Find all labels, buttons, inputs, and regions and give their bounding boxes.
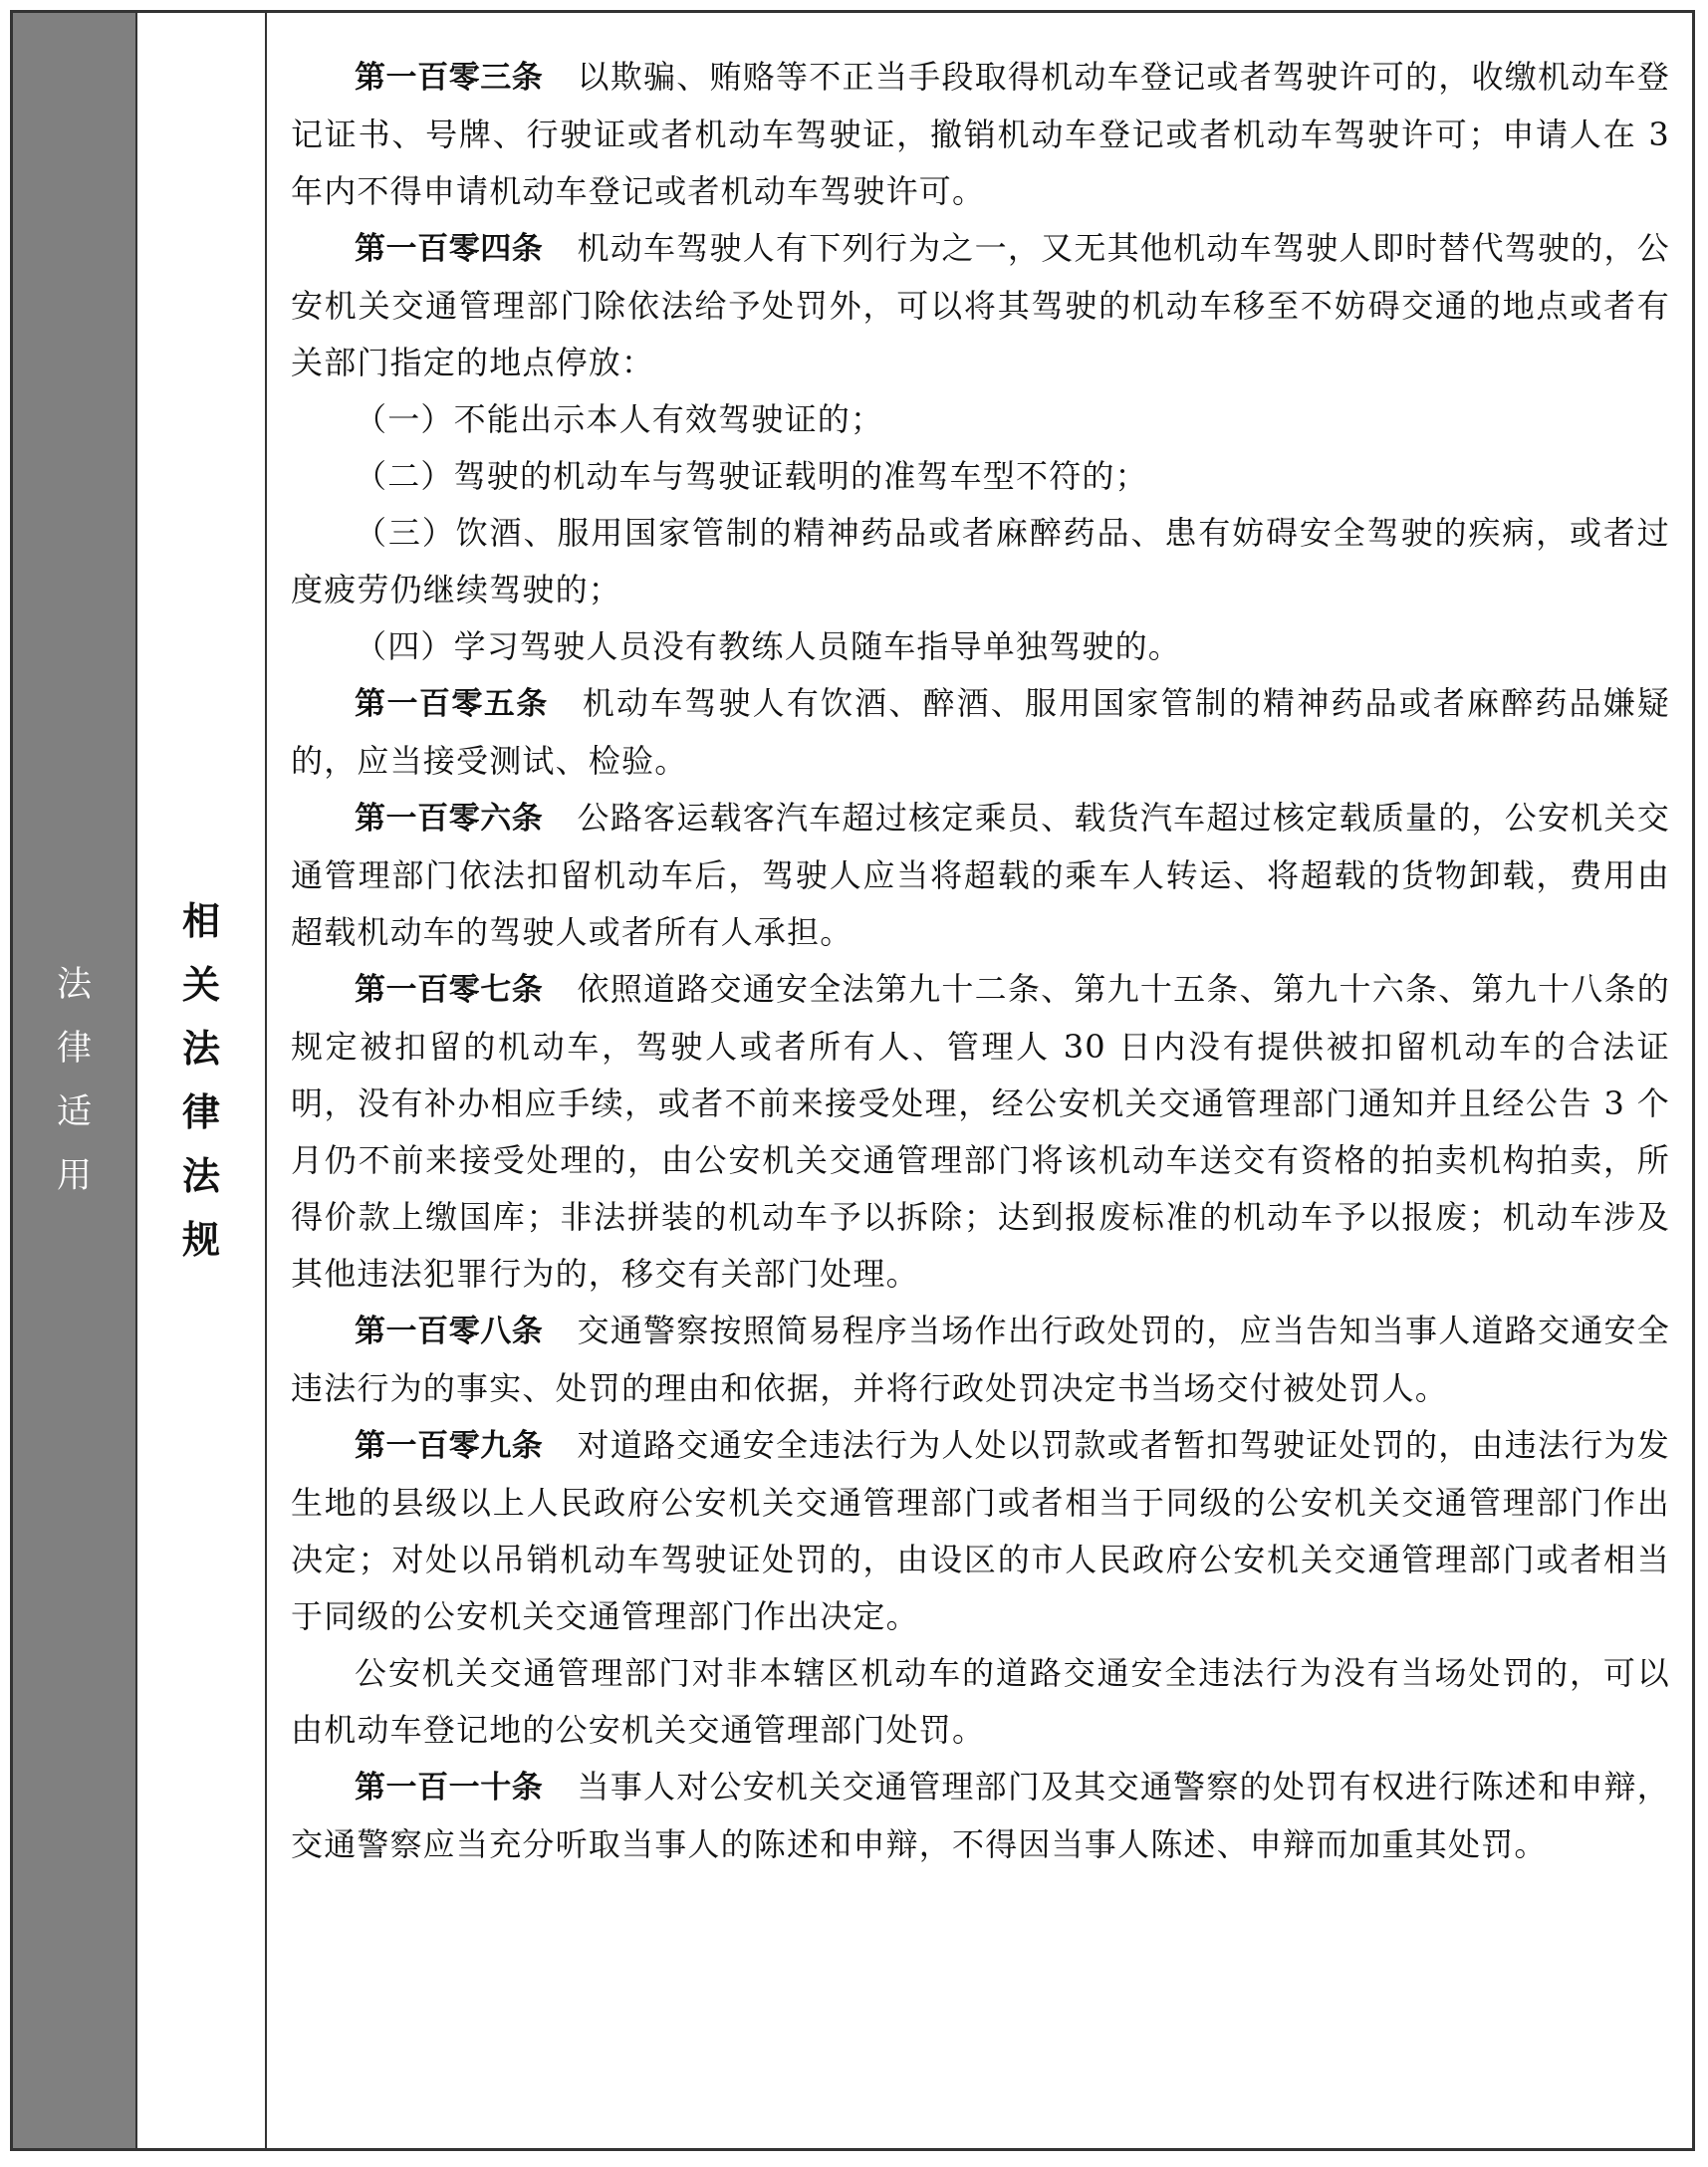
category-label-char: 用 [56,1156,92,1196]
article-paragraph [291,505,1670,618]
article-paragraph [291,618,1670,675]
article-body: 依照道路交通安全法第九十二条、第九十五条、第九十六条、第九十八条的规定被扣留的机动车，驾驶人或者所有人、管理人 30 日内没有提供被扣留机动车的合法证明，没有补办相应手续，或者不前来接受处理，经公安机关交通管理部门通知并且经公告 3 个月仍不前来接受处理的，由公安机关交通管理部门将该机动车送交有资格的拍卖机构拍卖，所得价款上缴国库；非法拼装的机动车予以拆除；达到报废标准的机动车予以报废；机动车涉及其他违法犯罪行为的，移交有关部门处理。 [291,970,1671,1293]
subcategory-label-char: 关 [181,963,220,1007]
article-title: 第一百一十条 [355,1770,544,1806]
article-title: 第一百零八条 [355,1314,544,1349]
article-title: 第一百零七条 [355,972,544,1008]
article-paragraph [291,391,1670,448]
article-paragraph [291,49,1670,220]
subcategory-label-char: 规 [181,1218,220,1262]
subcategory-label-char: 相 [181,899,220,943]
article-paragraph [291,675,1670,790]
article-paragraph [291,448,1670,505]
article-body: 对道路交通安全违法行为人处以罚款或者暂扣驾驶证处罚的，由违法行为发生地的县级以上人民政府公安机关交通管理部门或者相当于同级的公安机关交通管理部门作出决定；对处以吊销机动车驾驶证处罚的，由设区的市人民政府公安机关交通管理部门或者相当于同级的公安机关交通管理部门作出决定。 [291,1426,1671,1635]
article-paragraph [291,1417,1670,1645]
law-table [10,10,1695,2151]
category-label-char: 律 [56,1029,92,1069]
subcategory-label-char: 律 [181,1090,220,1134]
article-paragraph [291,961,1670,1303]
article-body: 当事人对公安机关交通管理部门及其交通警察的处罚有权进行陈述和申辩，交通警察应当充分听取当事人的陈述和申辩，不得因当事人陈述、申辩而加重其处罚。 [291,1768,1671,1863]
article-body: （一）不能出示本人有效驾驶证的； [355,400,884,438]
article-title: 第一百零三条 [355,60,544,96]
article-title: 第一百零九条 [355,1428,544,1464]
category-label-char: 法 [56,965,92,1005]
subcategory-label-char: 法 [181,1027,220,1071]
article-body: 以欺骗、贿赂等不正当手段取得机动车登记或者驾驶许可的，收缴机动车登记证书、号牌、行驶证或者机动车驾驶证，撤销机动车登记或者机动车驾驶许可；申请人在 3 年内不得申请机动车登记或者机动车驾驶许可。 [291,58,1671,210]
article-body: 交通警察按照简易程序当场作出行政处罚的，应当告知当事人道路交通安全违法行为的事实、处罚的理由和依据，并将行政处罚决定书当场交付被处罚人。 [291,1312,1671,1407]
article-paragraph [291,1645,1670,1759]
article-title: 第一百零六条 [355,801,544,837]
article-body: （三）饮酒、服用国家管制的精神药品或者麻醉药品、患有妨碍安全驾驶的疾病，或者过度疲劳仍继续驾驶的； [291,514,1670,608]
article-body: （二）驾驶的机动车与驾驶证载明的准驾车型不符的； [355,457,1148,495]
article-body: 公安机关交通管理部门对非本辖区机动车的道路交通安全违法行为没有当场处罚的，可以由机动车登记地的公安机关交通管理部门处罚。 [291,1654,1670,1749]
category-label-char: 适 [56,1092,92,1132]
article-paragraph [291,1759,1670,1873]
article-paragraph [291,790,1670,961]
subcategory-column [137,13,267,2148]
category-column [13,13,137,2148]
subcategory-label-char: 法 [181,1154,220,1198]
article-paragraph [291,1303,1670,1417]
article-text-column [267,13,1692,2148]
article-title: 第一百零五条 [355,686,549,722]
article-body: （四）学习驾驶人员没有教练人员随车指导单独驾驶的。 [355,627,1182,665]
article-body: 机动车驾驶人有饮酒、醉酒、服用国家管制的精神药品或者麻醉药品嫌疑的，应当接受测试、检验。 [291,684,1671,780]
article-title: 第一百零四条 [355,231,544,267]
article-body: 公路客运载客汽车超过核定乘员、载货汽车超过核定载质量的，公安机关交通管理部门依法扣留机动车后，驾驶人应当将超载的乘车人转运、将超载的货物卸载，费用由超载机动车的驾驶人或者所有人承担。 [291,799,1671,951]
article-body: 机动车驾驶人有下列行为之一，又无其他机动车驾驶人即时替代驾驶的，公安机关交通管理部门除依法给予处罚外，可以将其驾驶的机动车移至不妨碍交通的地点或者有关部门指定的地点停放： [291,229,1671,381]
article-paragraph [291,220,1670,391]
